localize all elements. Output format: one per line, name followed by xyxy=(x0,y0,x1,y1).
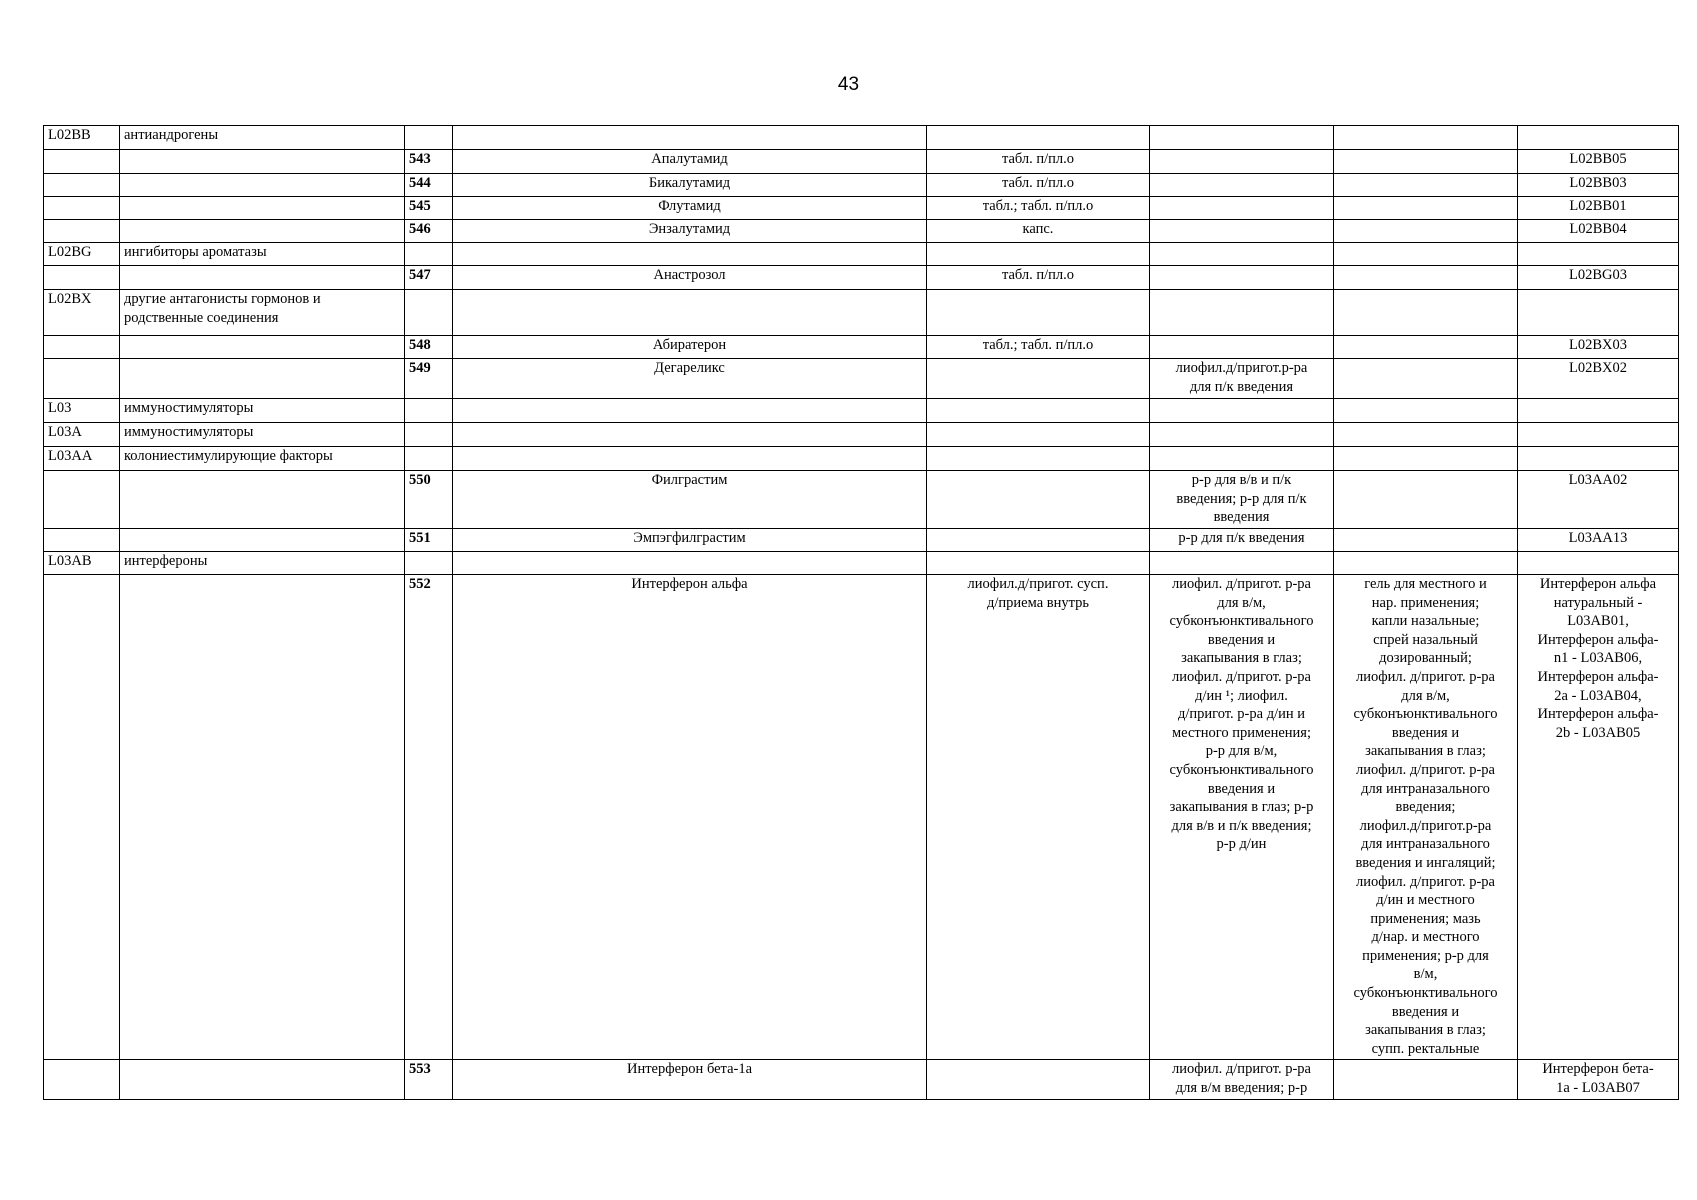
table-body xyxy=(44,126,1679,1100)
atc-code: Интерферон бета- 1a - L03AB07 xyxy=(1518,1060,1679,1100)
drug-name: Бикалутамид xyxy=(453,174,927,197)
atc-code: Интерферон альфа натуральный - L03AB01, Интерферон альфа- n1 - L03AB06, Интерферон альфа- 2a - L03AB04, Интерферон альфа- 2b - L03AB05 xyxy=(1518,575,1679,1060)
table-row xyxy=(44,575,1679,1060)
dosage-form-2 xyxy=(1150,174,1334,197)
atc-code: L02BX02 xyxy=(1518,359,1679,399)
atc-group-code: L02BX xyxy=(44,290,120,336)
dosage-form-1 xyxy=(927,359,1150,399)
atc-code: L03AA13 xyxy=(1518,529,1679,552)
atc-group-code: L03A xyxy=(44,423,120,447)
dosage-form-1: табл. п/пл.о xyxy=(927,150,1150,174)
table-row xyxy=(44,126,1679,150)
atc-code: L03AA02 xyxy=(1518,471,1679,529)
atc-code: L02BB01 xyxy=(1518,197,1679,220)
table-row xyxy=(44,243,1679,266)
dosage-form-1: лиофил.д/пригот. сусп. д/приема внутрь xyxy=(927,575,1150,1060)
dosage-form-3 xyxy=(1334,197,1518,220)
table-row xyxy=(44,197,1679,220)
drug-name: Флутамид xyxy=(453,197,927,220)
drug-name: Интерферон бета-1a xyxy=(453,1060,927,1100)
item-number: 551 xyxy=(405,529,453,552)
dosage-form-1: капс. xyxy=(927,220,1150,243)
atc-code: L02BB05 xyxy=(1518,150,1679,174)
dosage-form-3 xyxy=(1334,220,1518,243)
dosage-form-3 xyxy=(1334,174,1518,197)
item-number: 552 xyxy=(405,575,453,1060)
drug-name: Апалутамид xyxy=(453,150,927,174)
dosage-form-1 xyxy=(927,529,1150,552)
atc-group-code: L03 xyxy=(44,399,120,423)
item-number: 547 xyxy=(405,266,453,290)
atc-group-name: антиандрогены xyxy=(120,126,405,150)
drug-name: Филграстим xyxy=(453,471,927,529)
drug-name: Эмпэгфилграстим xyxy=(453,529,927,552)
atc-group-name: иммуностимуляторы xyxy=(120,399,405,423)
page-number: 43 xyxy=(837,74,860,95)
dosage-form-2 xyxy=(1150,220,1334,243)
table-row xyxy=(44,423,1679,447)
table-row xyxy=(44,336,1679,359)
atc-group-name: другие антагонисты гормонов и родственные соединения xyxy=(120,290,405,336)
dosage-form-3 xyxy=(1334,529,1518,552)
dosage-form-3 xyxy=(1334,150,1518,174)
table-row xyxy=(44,447,1679,471)
dosage-form-1: табл. п/пл.о xyxy=(927,174,1150,197)
table-row xyxy=(44,220,1679,243)
table-row xyxy=(44,266,1679,290)
dosage-form-2: р-р для в/в и п/к введения; р-р для п/к введения xyxy=(1150,471,1334,529)
atc-code: L02BX03 xyxy=(1518,336,1679,359)
item-number: 549 xyxy=(405,359,453,399)
item-number: 553 xyxy=(405,1060,453,1100)
item-number: 548 xyxy=(405,336,453,359)
medication-table xyxy=(43,125,1679,1100)
dosage-form-1: табл.; табл. п/пл.о xyxy=(927,336,1150,359)
dosage-form-2 xyxy=(1150,336,1334,359)
table-row xyxy=(44,150,1679,174)
table-row xyxy=(44,174,1679,197)
table-row xyxy=(44,552,1679,575)
table-row xyxy=(44,399,1679,423)
item-number: 550 xyxy=(405,471,453,529)
dosage-form-3: гель для местного и нар. применения; капли назальные; спрей назальный дозированный; лиофил. д/пригот. р-ра для в/м, субконъюнктивального введения и закапывания в глаз; лиофил. д/пригот. р-ра для интраназального введения; лиофил.д/пригот.р-ра для интраназального введения и ингаляций; лиофил. д/пригот. р-ра д/ин и местного применения; мазь д/нар. и местного применения; р-р для в/м, субконъюнктивального введения и закапывания в глаз; супп. ректальные xyxy=(1334,575,1518,1060)
atc-group-name: иммуностимуляторы xyxy=(120,423,405,447)
item-number: 546 xyxy=(405,220,453,243)
table-row xyxy=(44,1060,1679,1100)
atc-code: L02BB03 xyxy=(1518,174,1679,197)
dosage-form-2: лиофил.д/пригот.р-ра для п/к введения xyxy=(1150,359,1334,399)
dosage-form-3 xyxy=(1334,359,1518,399)
dosage-form-1 xyxy=(927,1060,1150,1100)
table-row xyxy=(44,529,1679,552)
item-number: 545 xyxy=(405,197,453,220)
dosage-form-2 xyxy=(1150,197,1334,220)
atc-group-name: интерфероны xyxy=(120,552,405,575)
drug-name: Интерферон альфа xyxy=(453,575,927,1060)
dosage-form-3 xyxy=(1334,266,1518,290)
drug-name: Абиратерон xyxy=(453,336,927,359)
dosage-form-3 xyxy=(1334,336,1518,359)
dosage-form-2: лиофил. д/пригот. р-ра для в/м введения; р-р xyxy=(1150,1060,1334,1100)
dosage-form-2 xyxy=(1150,150,1334,174)
item-number: 543 xyxy=(405,150,453,174)
table-row xyxy=(44,359,1679,399)
atc-group-name: колониестимулирующие факторы xyxy=(120,447,405,471)
dosage-form-1 xyxy=(927,471,1150,529)
dosage-form-1: табл. п/пл.о xyxy=(927,266,1150,290)
drug-name: Энзалутамид xyxy=(453,220,927,243)
dosage-form-2: лиофил. д/пригот. р-ра для в/м, субконъюнктивального введения и закапывания в глаз; лиофил. д/пригот. р-ра д/ин ¹; лиофил. д/пригот. р-ра д/ин и местного применения; р-р для в/м, субконъюнктивального введения и закапывания в глаз; р-р для в/в и п/к введения; р-р д/ин xyxy=(1150,575,1334,1060)
atc-group-code: L03AB xyxy=(44,552,120,575)
atc-code: L02BG03 xyxy=(1518,266,1679,290)
drug-name: Анастрозол xyxy=(453,266,927,290)
table-row xyxy=(44,290,1679,336)
atc-code: L02BB04 xyxy=(1518,220,1679,243)
atc-group-code: L03AA xyxy=(44,447,120,471)
item-number: 544 xyxy=(405,174,453,197)
dosage-form-3 xyxy=(1334,1060,1518,1100)
atc-group-name: ингибиторы ароматазы xyxy=(120,243,405,266)
atc-group-code: L02BG xyxy=(44,243,120,266)
dosage-form-1: табл.; табл. п/пл.о xyxy=(927,197,1150,220)
dosage-form-2 xyxy=(1150,266,1334,290)
table-row xyxy=(44,471,1679,529)
dosage-form-3 xyxy=(1334,471,1518,529)
drug-name: Дегареликс xyxy=(453,359,927,399)
dosage-form-2: р-р для п/к введения xyxy=(1150,529,1334,552)
atc-group-code: L02BB xyxy=(44,126,120,150)
